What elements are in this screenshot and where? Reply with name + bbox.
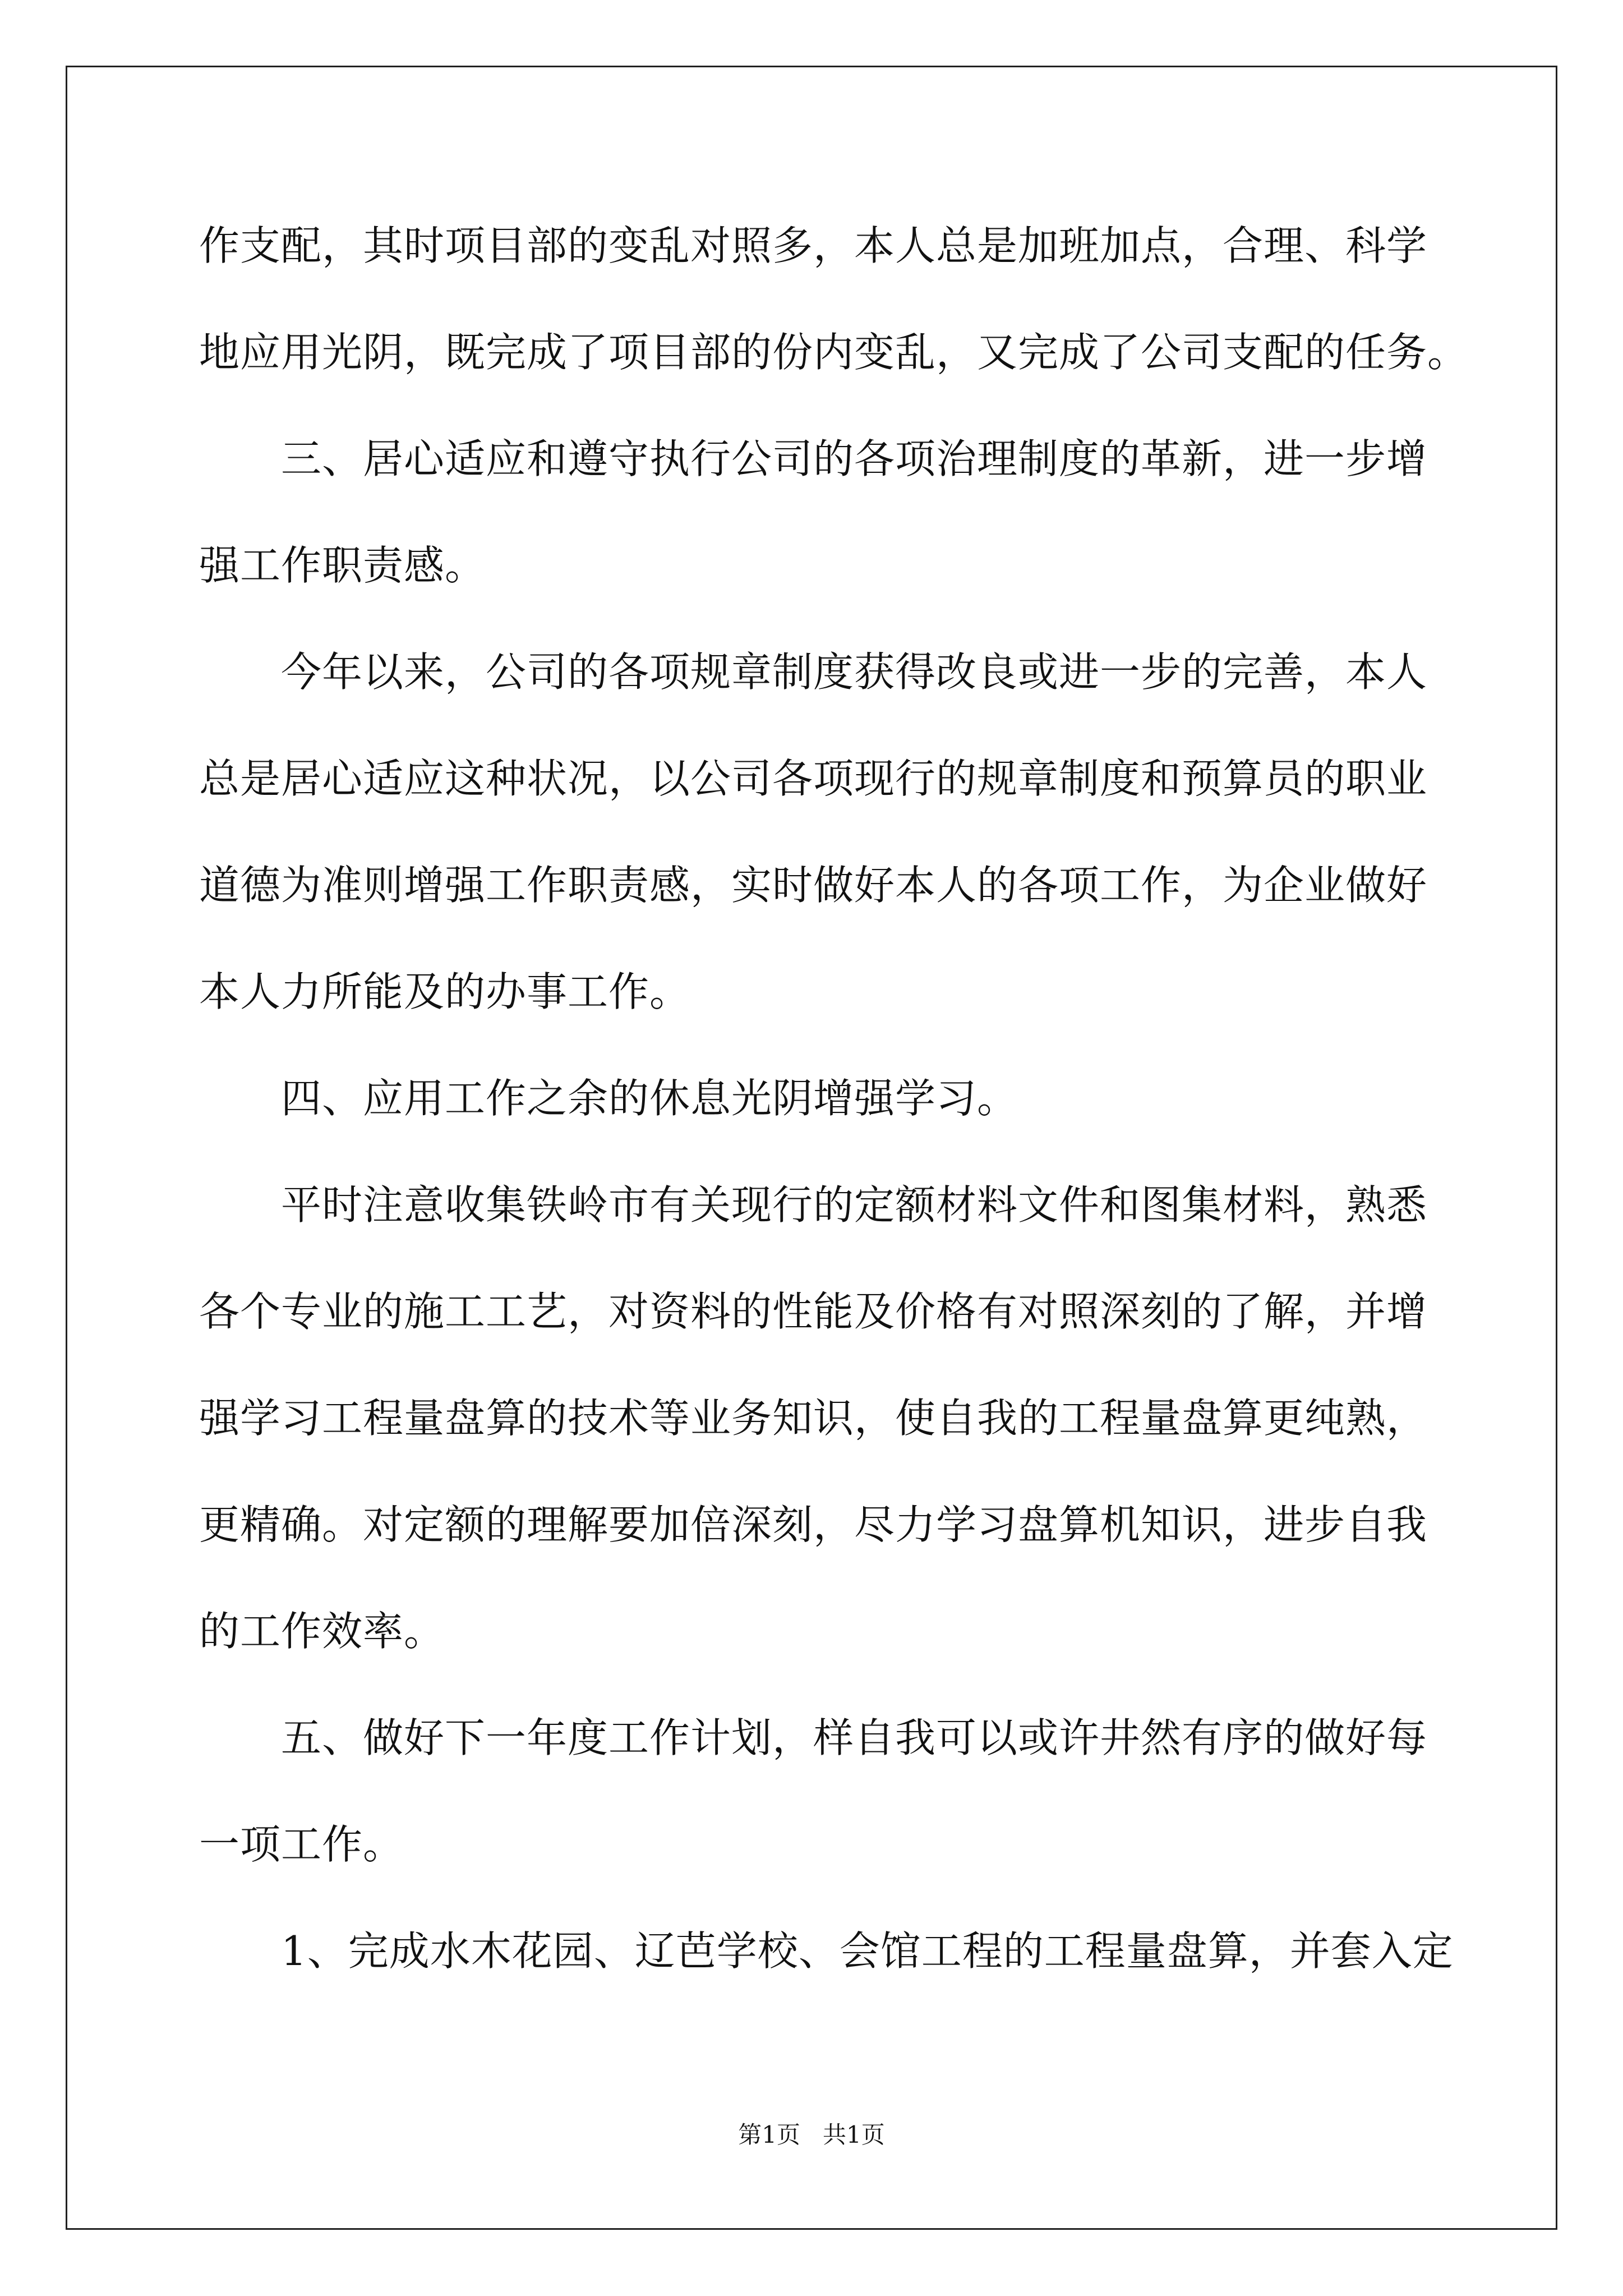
- text-line: 作支配，其时项目部的变乱对照多，本人总是加班加点，合理、科学: [199, 222, 1428, 269]
- text-line: 强学习工程量盘算的技术等业务知识，使自我的工程量盘算更纯熟，: [199, 1395, 1428, 1442]
- text-line: 总是居心适应这种状况，以公司各项现行的规章制度和预算员的职业: [199, 755, 1428, 802]
- page-number-total: 共1页: [823, 2121, 885, 2148]
- text-line: 本人力所能及的办事工作。: [199, 968, 691, 1015]
- text-line: 平时注意收集铁岭市有关现行的定额材料文件和图集材料，熟悉: [281, 1181, 1428, 1228]
- section-heading: 五、做好下一年度工作计划，样自我可以或许井然有序的做好每: [281, 1714, 1428, 1761]
- page-border: [66, 66, 1557, 2230]
- text-line: 的工作效率。: [199, 1608, 445, 1655]
- text-line: 道德为准则增强工作职责感，实时做好本人的各项工作，为企业做好: [199, 862, 1428, 909]
- section-heading: 三、居心适应和遵守执行公司的各项治理制度的革新，进一步增: [281, 435, 1428, 482]
- text-line: 今年以来，公司的各项规章制度获得改良或进一步的完善，本人: [281, 648, 1428, 696]
- text-line: 一项工作。: [199, 1821, 404, 1868]
- page-footer: [0, 2121, 1623, 2149]
- text-line: 地应用光阴，既完成了项目部的份内变乱，又完成了公司支配的任务。: [199, 329, 1469, 376]
- list-item: 1、完成水木花园、辽芭学校、会馆工程的工程量盘算，并套入定: [281, 1927, 1454, 1975]
- page-number-current: 第1页: [738, 2121, 800, 2148]
- section-heading: 四、应用工作之余的休息光阴增强学习。: [281, 1075, 1018, 1122]
- text-line: 各个专业的施工工艺，对资料的性能及价格有对照深刻的了解，并增: [199, 1288, 1428, 1335]
- text-line: 更精确。对定额的理解要加倍深刻，尽力学习盘算机知识，进步自我: [199, 1501, 1428, 1548]
- text-line: 强工作职责感。: [199, 542, 486, 589]
